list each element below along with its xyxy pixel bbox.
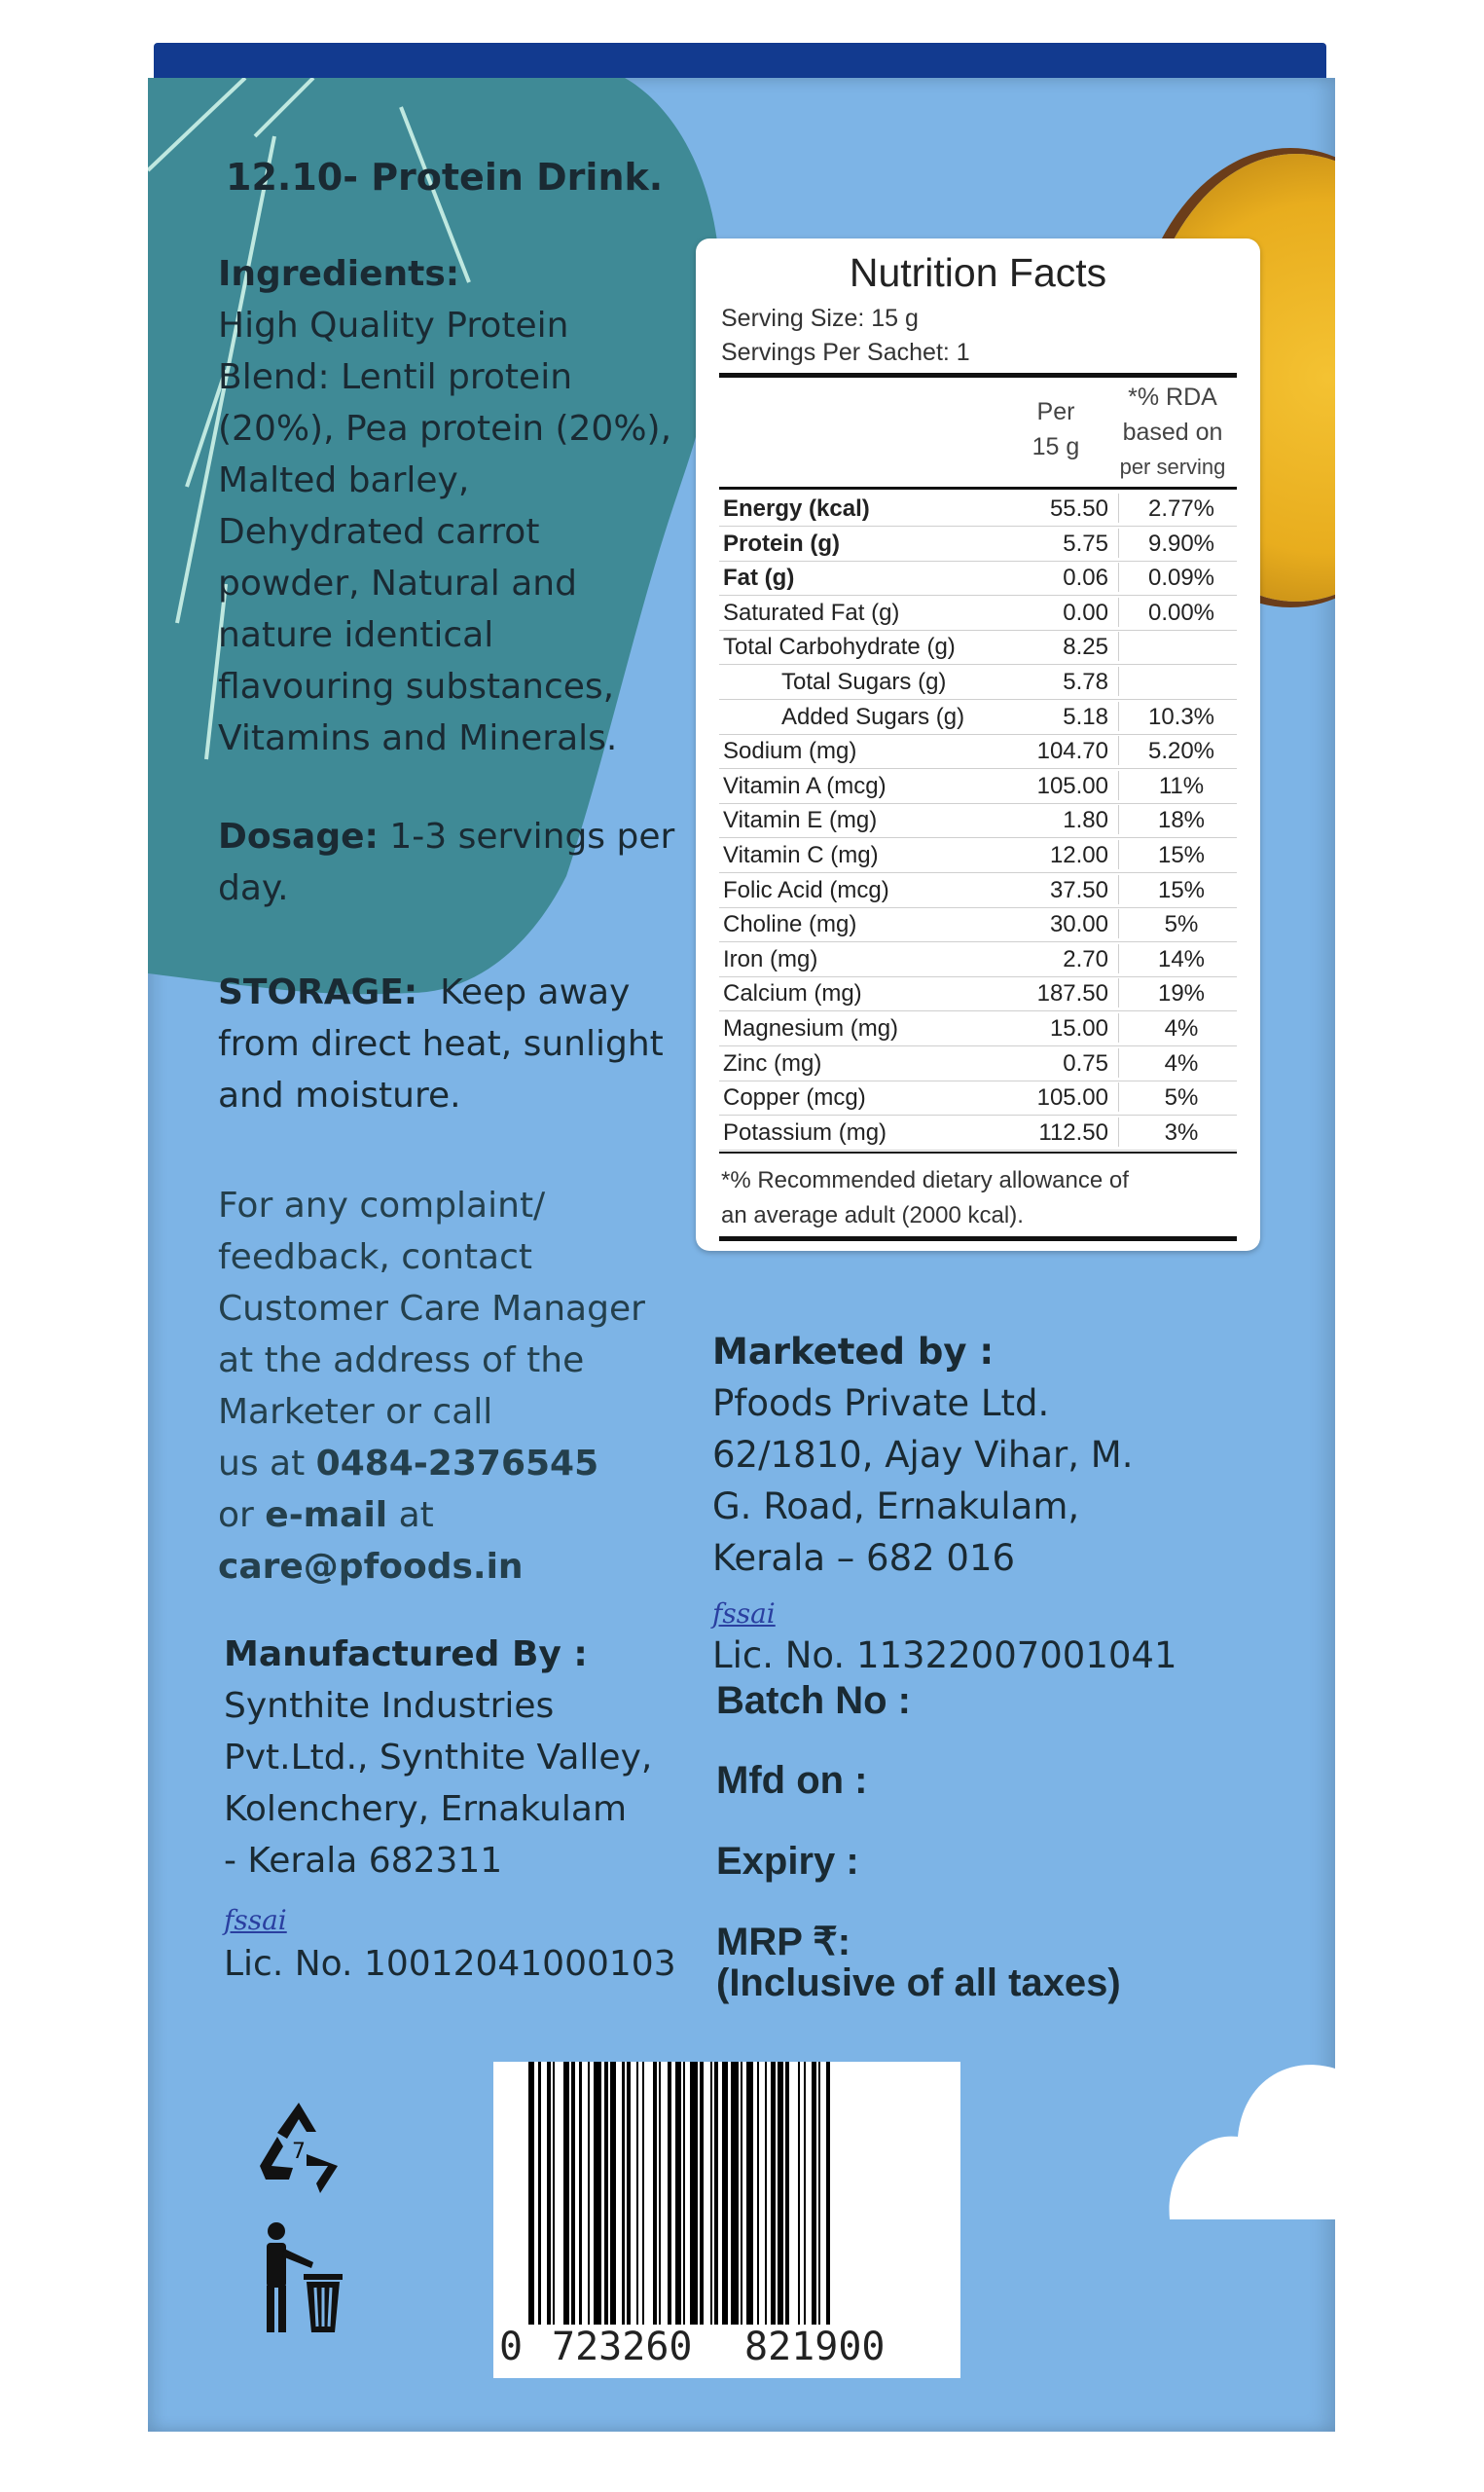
nutrition-row <box>719 976 1237 1011</box>
nutrient-name: Calcium (mg) <box>723 980 862 1008</box>
ingredients-line: Malted barley, <box>218 460 470 500</box>
package-back-panel <box>148 78 1335 2432</box>
nutrient-name: Sodium (mg) <box>723 738 857 765</box>
box-lid <box>154 43 1326 80</box>
nutrient-rda: 15% <box>1157 876 1206 903</box>
contact-block <box>218 1180 675 1593</box>
contact-email-label: e-mail <box>265 1495 388 1535</box>
nutrient-name: Iron (mg) <box>723 945 818 972</box>
nutrition-row <box>719 527 1237 562</box>
nutrition-title: Nutrition Facts <box>849 250 1107 295</box>
column-separator <box>1118 494 1119 523</box>
product-title: 12.10- Protein Drink. <box>226 156 664 199</box>
column-separator <box>1118 598 1119 627</box>
nutrient-name: Choline (mg) <box>723 911 857 938</box>
ingredients-line: (20%), Pea protein (20%), <box>218 409 672 449</box>
rda-header <box>1104 380 1241 485</box>
expiry-label: Expiry : <box>716 1840 859 1883</box>
ingredients-line: flavouring substances, <box>218 667 615 707</box>
fssai-logo: fssai <box>224 1904 287 1936</box>
cloud-decoration <box>1160 2025 1335 2239</box>
marketed-line: Kerala – 682 016 <box>712 1537 1016 1579</box>
servings-per-sachet: Servings Per Sachet: 1 <box>721 339 970 366</box>
column-separator <box>1118 944 1119 973</box>
nutrient-value: 30.00 <box>1049 911 1108 938</box>
nutrient-name: Protein (g) <box>723 530 840 557</box>
ingredients-line: Dehydrated carrot <box>218 512 540 552</box>
nutrient-name: Added Sugars (g) <box>781 703 965 730</box>
contact-line: at the address of the <box>218 1340 585 1380</box>
nutrition-row <box>719 907 1237 942</box>
nutrient-rda: 9.90% <box>1147 530 1215 557</box>
barcode-lead-digit: 0 <box>499 2325 524 2369</box>
contact-or: or <box>218 1495 254 1535</box>
nutrition-row <box>719 873 1237 908</box>
barcode <box>493 2062 960 2378</box>
nutrient-name: Vitamin A (mcg) <box>723 772 887 799</box>
dosage-block <box>218 811 675 914</box>
nutrient-value: 0.00 <box>1063 599 1108 626</box>
batch-no-label: Batch No : <box>716 1679 911 1722</box>
nutrition-row <box>719 803 1237 838</box>
nutrient-name: Vitamin E (mg) <box>723 807 878 834</box>
storage-block <box>218 967 675 1121</box>
nutrient-rda: 0.00% <box>1147 599 1215 626</box>
column-separator <box>1118 563 1119 592</box>
dosage-text-2: day. <box>218 868 289 908</box>
nutrition-row <box>719 838 1237 873</box>
nutrient-name: Folic Acid (mcg) <box>723 876 889 903</box>
nutrient-rda: 3% <box>1164 1118 1199 1146</box>
column-separator <box>1118 632 1119 661</box>
nutrition-row <box>719 492 1237 527</box>
nutrient-value: 37.50 <box>1049 876 1108 903</box>
footnote-line: an average adult (2000 kcal). <box>721 1202 1024 1228</box>
nutrient-value: 105.00 <box>1036 1084 1108 1112</box>
marketed-line: Pfoods Private Ltd. <box>712 1382 1050 1424</box>
nutrient-rda: 5% <box>1164 911 1199 938</box>
nutrition-row <box>719 665 1237 700</box>
column-separator <box>1118 1013 1119 1043</box>
ingredients-line: Vitamins and Minerals. <box>218 718 618 758</box>
nutrient-rda: 4% <box>1164 1049 1199 1077</box>
nutrient-rda: 5% <box>1164 1084 1199 1112</box>
nutrition-row <box>719 561 1237 596</box>
per-header-line: Per <box>1036 398 1075 425</box>
storage-label: STORAGE: <box>218 972 418 1012</box>
manufactured-line: Synthite Industries <box>224 1686 555 1726</box>
manufactured-line: Kolenchery, Ernakulam <box>224 1789 628 1829</box>
nutrient-rda: 14% <box>1157 945 1206 972</box>
contact-line: Customer Care Manager <box>218 1289 645 1329</box>
rda-header-line: based on <box>1122 419 1223 446</box>
fssai-logo: fssai <box>712 1597 776 1630</box>
column-separator <box>1118 667 1119 696</box>
nutrient-name: Total Carbohydrate (g) <box>723 634 956 661</box>
barcode-bar <box>594 2062 601 2325</box>
nutrition-row <box>719 1081 1237 1116</box>
column-separator <box>1118 805 1119 834</box>
nutrient-name: Potassium (mg) <box>723 1118 887 1146</box>
rows-end-rule <box>719 1152 1237 1154</box>
nutrient-name: Fat (g) <box>723 565 795 592</box>
nutrition-row <box>719 700 1237 735</box>
contact-line: For any complaint/ <box>218 1186 546 1226</box>
dosage-label: Dosage: <box>218 817 379 857</box>
per-header-line: 15 g <box>1032 433 1080 460</box>
nutrient-rda: 19% <box>1157 980 1206 1008</box>
nutrient-rda: 10.3% <box>1147 703 1215 730</box>
ingredients-line: Blend: Lentil protein <box>218 357 573 397</box>
nutrient-value: 1.80 <box>1063 807 1108 834</box>
column-separator <box>1118 702 1119 731</box>
contact-line: Marketer or call <box>218 1392 493 1432</box>
nutrient-value: 8.25 <box>1063 634 1108 661</box>
nutrient-name: Vitamin C (mg) <box>723 842 879 868</box>
nutrition-row <box>719 596 1237 631</box>
nutrient-value: 112.50 <box>1038 1118 1108 1146</box>
footnote-line: *% Recommended dietary allowance of <box>721 1167 1129 1193</box>
column-separator <box>1118 771 1119 800</box>
nutrient-rda: 4% <box>1164 1015 1199 1042</box>
marketed-line: 62/1810, Ajay Vihar, M. <box>712 1434 1134 1476</box>
marketed-line: G. Road, Ernakulam, <box>712 1485 1080 1527</box>
nutrient-name: Zinc (mg) <box>723 1049 822 1077</box>
contact-us-at: us at <box>218 1444 306 1484</box>
nutrient-value: 2.70 <box>1063 945 1108 972</box>
nutrition-row <box>719 942 1237 977</box>
marketed-label: Marketed by : <box>712 1331 995 1373</box>
nutrient-name: Copper (mcg) <box>723 1084 866 1112</box>
barcode-bars <box>528 2062 918 2325</box>
nutrition-row <box>719 630 1237 665</box>
recycle-number: 7 <box>292 2140 306 2164</box>
ingredients-line: High Quality Protein <box>218 306 569 346</box>
dosage-text: 1-3 servings per <box>389 817 675 857</box>
nutrient-value: 104.70 <box>1036 738 1108 765</box>
rda-header-line: per serving <box>1119 455 1226 479</box>
nutrition-footnote <box>721 1163 1247 1233</box>
nutrient-rda: 2.77% <box>1147 495 1215 522</box>
nutrient-rda: 18% <box>1157 807 1206 834</box>
recycle-7-icon <box>250 2098 347 2195</box>
nutrient-rda: 5.20% <box>1147 738 1215 765</box>
nutrient-value: 0.06 <box>1063 565 1108 592</box>
column-separator <box>1118 736 1119 765</box>
ingredients-label: Ingredients: <box>218 254 460 294</box>
column-separator <box>1118 909 1119 938</box>
manufactured-line: Pvt.Ltd., Synthite Valley, <box>224 1738 653 1777</box>
mrp-note: (Inclusive of all taxes) <box>716 1961 1121 2004</box>
manufactured-label: Manufactured By : <box>224 1634 588 1674</box>
column-separator <box>1118 840 1119 869</box>
barcode-bar <box>789 2062 797 2325</box>
barcode-right-digits: 821900 <box>744 2325 886 2369</box>
nutrition-row <box>719 1116 1237 1151</box>
ingredients-block <box>218 248 675 764</box>
thick-rule <box>719 373 1237 378</box>
tidyman-bin-icon <box>253 2219 350 2336</box>
nutrient-value: 187.50 <box>1036 980 1108 1008</box>
storage-text-2: from direct heat, sunlight <box>218 1024 664 1064</box>
marketed-block <box>712 1326 1177 1681</box>
marketed-lic: Lic. No. 11322007001041 <box>712 1634 1177 1676</box>
nutrient-name: Energy (kcal) <box>723 495 870 522</box>
manufactured-block <box>224 1629 681 1990</box>
column-separator <box>1118 1082 1119 1112</box>
nutrient-value: 5.18 <box>1063 703 1108 730</box>
nutrient-value: 12.00 <box>1049 842 1108 868</box>
ingredients-line: powder, Natural and <box>218 564 577 604</box>
column-separator <box>1118 978 1119 1008</box>
barcode-left-digits: 723260 <box>552 2325 693 2369</box>
storage-text: Keep away <box>440 972 631 1012</box>
nutrient-value: 105.00 <box>1036 772 1108 799</box>
nutrient-value: 0.75 <box>1063 1049 1108 1077</box>
column-separator <box>1118 529 1119 558</box>
nutrient-value: 5.78 <box>1063 669 1108 695</box>
nutrient-name: Magnesium (mg) <box>723 1015 899 1042</box>
barcode-bar <box>830 2062 834 2325</box>
nutrition-row <box>719 1046 1237 1081</box>
header-rule <box>719 487 1237 490</box>
column-separator <box>1118 1048 1119 1078</box>
contact-at: at <box>398 1495 434 1535</box>
mrp-label: MRP ₹: <box>716 1921 851 1963</box>
manufactured-lic: Lic. No. 10012041000103 <box>224 1944 676 1984</box>
contact-phone: 0484-2376545 <box>315 1444 599 1484</box>
column-separator <box>1118 875 1119 904</box>
nutrient-name: Saturated Fat (g) <box>723 599 900 626</box>
barcode-bar <box>690 2062 698 2325</box>
serving-size: Serving Size: 15 g <box>721 305 919 332</box>
nutrient-value: 55.50 <box>1049 495 1108 522</box>
storage-text-3: and moisture. <box>218 1076 461 1116</box>
ingredients-line: nature identical <box>218 615 494 655</box>
per-serving-header <box>1017 394 1095 464</box>
contact-email: care@pfoods.in <box>218 1547 524 1587</box>
contact-line: feedback, contact <box>218 1237 532 1277</box>
mfd-on-label: Mfd on : <box>716 1759 868 1802</box>
barcode-bar <box>644 2062 652 2325</box>
column-separator <box>1118 1118 1119 1147</box>
nutrient-rda: 15% <box>1157 842 1206 868</box>
nutrient-rda: 0.09% <box>1147 565 1215 592</box>
nutrient-name: Total Sugars (g) <box>781 669 947 695</box>
nutrition-row <box>719 769 1237 804</box>
nutrition-row <box>719 1011 1237 1046</box>
manufactured-line: - Kerala 682311 <box>224 1841 503 1881</box>
barcode-bar <box>731 2062 739 2325</box>
barcode-bar <box>555 2062 562 2325</box>
rda-header-line: *% RDA <box>1128 384 1217 411</box>
nutrient-value: 15.00 <box>1049 1015 1108 1042</box>
nutrition-facts-panel <box>696 238 1260 1251</box>
nutrient-rda: 11% <box>1158 772 1205 799</box>
bottom-rule <box>719 1236 1237 1241</box>
nutrition-row <box>719 734 1237 769</box>
nutrient-value: 5.75 <box>1063 530 1108 557</box>
